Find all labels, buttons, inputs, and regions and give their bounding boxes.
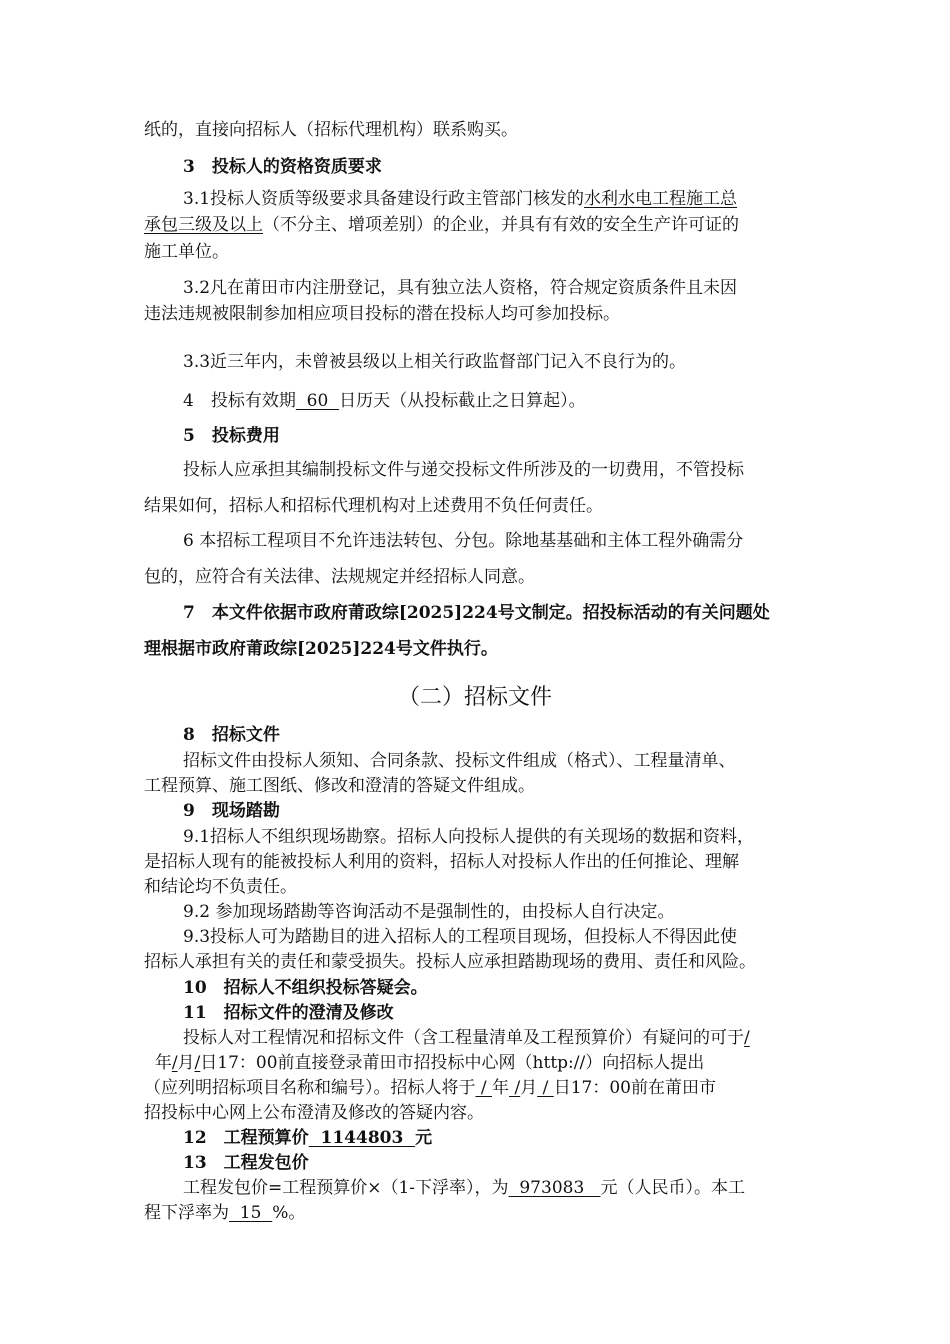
heading-5: 5 投标费用 (183, 426, 280, 446)
paragraph-9-2: 9.2 参加现场踏勘等咨询活动不是强制性的，由投标人自行决定。 (183, 902, 675, 922)
paragraph-3-2-line2: 违法违规被限制参加相应项目投标的潜在投标人均可参加投标。 (144, 304, 620, 324)
heading-9: 9 现场踏勘 (183, 801, 280, 821)
paragraph-13-line1: 工程发包价=工程预算价×（1-下浮率），为 973083 元（人民币）。本工 (183, 1178, 745, 1198)
qualification-underline-2: 承包三级及以上 (144, 215, 263, 235)
paragraph-3-1-line1: 3.1投标人资质等级要求具备建设行政主管部门核发的水利水电工程施工总 (183, 189, 738, 209)
discount-rate-value: 15 (229, 1203, 273, 1223)
paragraph-11-line3: （应列明招标项目名称和编号）。招标人将于 / 年 /月 / 日17：00前在莆田市 (144, 1078, 716, 1098)
paragraph-3-1-line2: 承包三级及以上（不分主、增项差别）的企业，并具有有效的安全生产许可证的 (144, 215, 739, 235)
paragraph-9-1-line1: 9.1招标人不组织现场勘察。招标人向投标人提供的有关现场的数据和资料， (183, 827, 755, 847)
section-title: （二）招标文件 (398, 685, 553, 710)
heading-12: 12 工程预算价 1144803 元 (183, 1128, 433, 1148)
heading-10: 10 招标人不组织投标答疑会。 (183, 978, 428, 998)
paragraph-purchase: 纸的，直接向招标人（招标代理机构）联系购买。 (144, 120, 518, 140)
paragraph-3-2-line1: 3.2凡在莆田市内注册登记，具有独立法人资格，符合规定资质条件且未因 (183, 278, 738, 298)
paragraph-4: 4 投标有效期 60 日历天（从投标截止之日算起）。 (183, 391, 586, 411)
paragraph-9-1-line3: 和结论均不负责任。 (144, 877, 297, 897)
paragraph-9-1-line2: 是招标人现有的能被投标人利用的资料，招标人对投标人作出的任何推论、理解 (144, 852, 739, 872)
contract-price-value: 973083 (508, 1178, 601, 1198)
paragraph-9-3-line1: 9.3投标人可为踏勘目的进入招标人的工程项目现场，但投标人不得因此使 (183, 927, 738, 947)
paragraph-8-line2: 工程预算、施工图纸、修改和澄清的答疑文件组成。 (144, 776, 535, 796)
paragraph-5-line2: 结果如何，招标人和招标代理机构对上述费用不负任何责任。 (144, 496, 603, 516)
paragraph-6-line1: 6 本招标工程项目不允许违法转包、分包。除地基基础和主体工程外确需分 (183, 531, 744, 551)
heading-13: 13 工程发包价 (183, 1153, 309, 1173)
paragraph-11-line1: 投标人对工程情况和招标文件（含工程量清单及工程预算价）有疑问的可于/ (183, 1028, 750, 1048)
paragraph-3-3: 3.3近三年内，未曾被县级以上相关行政监督部门记入不良行为的。 (183, 352, 687, 372)
validity-days: 60 (295, 391, 340, 411)
heading-8: 8 招标文件 (183, 725, 280, 745)
paragraph-9-3-line2: 招标人承担有关的责任和蒙受损失。投标人应承担踏勘现场的费用、责任和风险。 (144, 952, 756, 972)
paragraph-13-line2: 程下浮率为 15 %。 (144, 1203, 306, 1223)
heading-3: 3 投标人的资格资质要求 (183, 157, 382, 177)
paragraph-11-line4: 招投标中心网上公布澄清及修改的答疑内容。 (144, 1103, 484, 1123)
budget-price-value: 1144803 (308, 1128, 416, 1148)
paragraph-6-line2: 包的，应符合有关法律、法规规定并经招标人同意。 (144, 567, 535, 587)
heading-11: 11 招标文件的澄清及修改 (183, 1003, 394, 1023)
paragraph-7-line1: 7 本文件依据市政府莆政综[2025]224号文制定。招投标活动的有关问题处 (183, 603, 770, 623)
paragraph-3-1-line3: 施工单位。 (144, 242, 229, 262)
qualification-underline: 水利水电工程施工总 (584, 189, 738, 209)
paragraph-7-line2: 理根据市政府莆政综[2025]224号文件执行。 (144, 639, 498, 659)
paragraph-5-line1: 投标人应承担其编制投标文件与递交投标文件所涉及的一切费用，不管投标 (183, 460, 744, 480)
paragraph-8-line1: 招标文件由投标人须知、合同条款、投标文件组成（格式）、工程量清单、 (183, 751, 736, 771)
paragraph-11-line2: 年/月/日17：00前直接登录莆田市招投标中心网（http://）向招标人提出 (154, 1053, 705, 1073)
